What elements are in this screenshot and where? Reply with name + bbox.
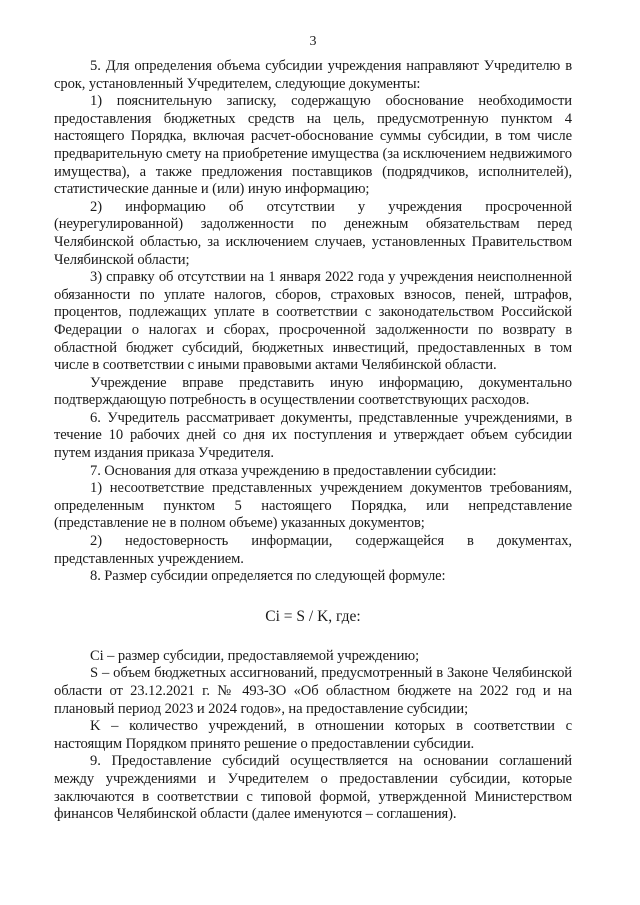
paragraph-5-item-2: 2) информацию об отсутствии у учреждения просроченной (неурегулированной) задолженности по денежным обязательствам перед Челябинской областью, за исключением случаев, установленных Правительством Челябинской области; xyxy=(54,198,572,268)
paragraph-7-item-1: 1) несоответствие представленных учреждением документов требованиям, определенным пунктом 5 настоящего Порядка, или непредставление (представление не в полном объеме) указанных документов; xyxy=(54,480,572,532)
paragraph-7-item-2: 2) недостоверность информации, содержащейся в документах, представленных учреждением. xyxy=(54,533,572,567)
paragraph-5-item-3: 3) справку об отсутствии на 1 января 2022 года у учреждения неисполненной обязанности по уплате налогов, сборов, страховых взносов, пеней, штрафов, процентов, подлежащих уплате в соответствии с законодательством Российской Федерации о налогах и сборах, просроченной задолженности по возврату в областной бюджет субсидий, бюджетных инвестиций, предоставленных в том числе в соответствии с иными правовыми актами Челябинской области. xyxy=(54,269,572,374)
definition-k: K – количество учреждений, в отношении которых в соответствии с настоящим Порядком принято решение о предоставлении субсидии. xyxy=(54,718,572,752)
definition-s: S – объем бюджетных ассигнований, предусмотренный в Законе Челябинской области от 23.12.2021 г. № 493-ЗО «Об областном бюджете на 2022 год и на плановый период 2023 и 2024 годов», на предоставление субсидии; xyxy=(54,665,572,717)
paragraph-5-item-1: 1) пояснительную записку, содержащую обоснование необходимости предоставления бюджетных средств на цель, предусмотренную пунктом 4 настоящего Порядка, включая расчет-обоснование суммы субсидии, в том числе предварительную смету на приобретение имущества (за исключением недвижимого имущества), а также предложения поставщиков (подрядчиков, исполнителей), статистические данные и (или) иную информацию; xyxy=(54,93,572,198)
paragraph-6: 6. Учредитель рассматривает документы, представленные учреждениями, в течение 10 рабочих дней со дня их поступления и утверждает объем субсидии путем издания приказа Учредителя. xyxy=(54,409,572,462)
paragraph-8: 8. Размер субсидии определяется по следующей формуле: xyxy=(90,568,446,585)
paragraph-9: 9. Предоставление субсидий осуществляется на основании соглашений между учреждениями и Учредителем о предоставлении субсидии, которые заключаются в соответствии с типовой формой, утвержденной Министерством финансов Челябинской области (далее именуются – соглашения). xyxy=(54,753,572,823)
document-body xyxy=(54,58,572,824)
paragraph-7-intro: 7. Основания для отказа учреждению в предоставлении субсидии: xyxy=(90,462,497,479)
paragraph-5-intro: 5. Для определения объема субсидии учреждения направляют Учредителю в срок, установленный Учредителем, следующие документы: xyxy=(54,58,572,92)
paragraph-5-note: Учреждение вправе представить иную информацию, документально подтверждающую потребность в осуществлении соответствующих расходов. xyxy=(54,374,572,409)
definition-ci: Ci – размер субсидии, предоставляемой учреждению; xyxy=(90,647,420,664)
page-number: 3 xyxy=(309,34,317,49)
subsidy-formula: Ci = S / K, где: xyxy=(265,607,361,625)
